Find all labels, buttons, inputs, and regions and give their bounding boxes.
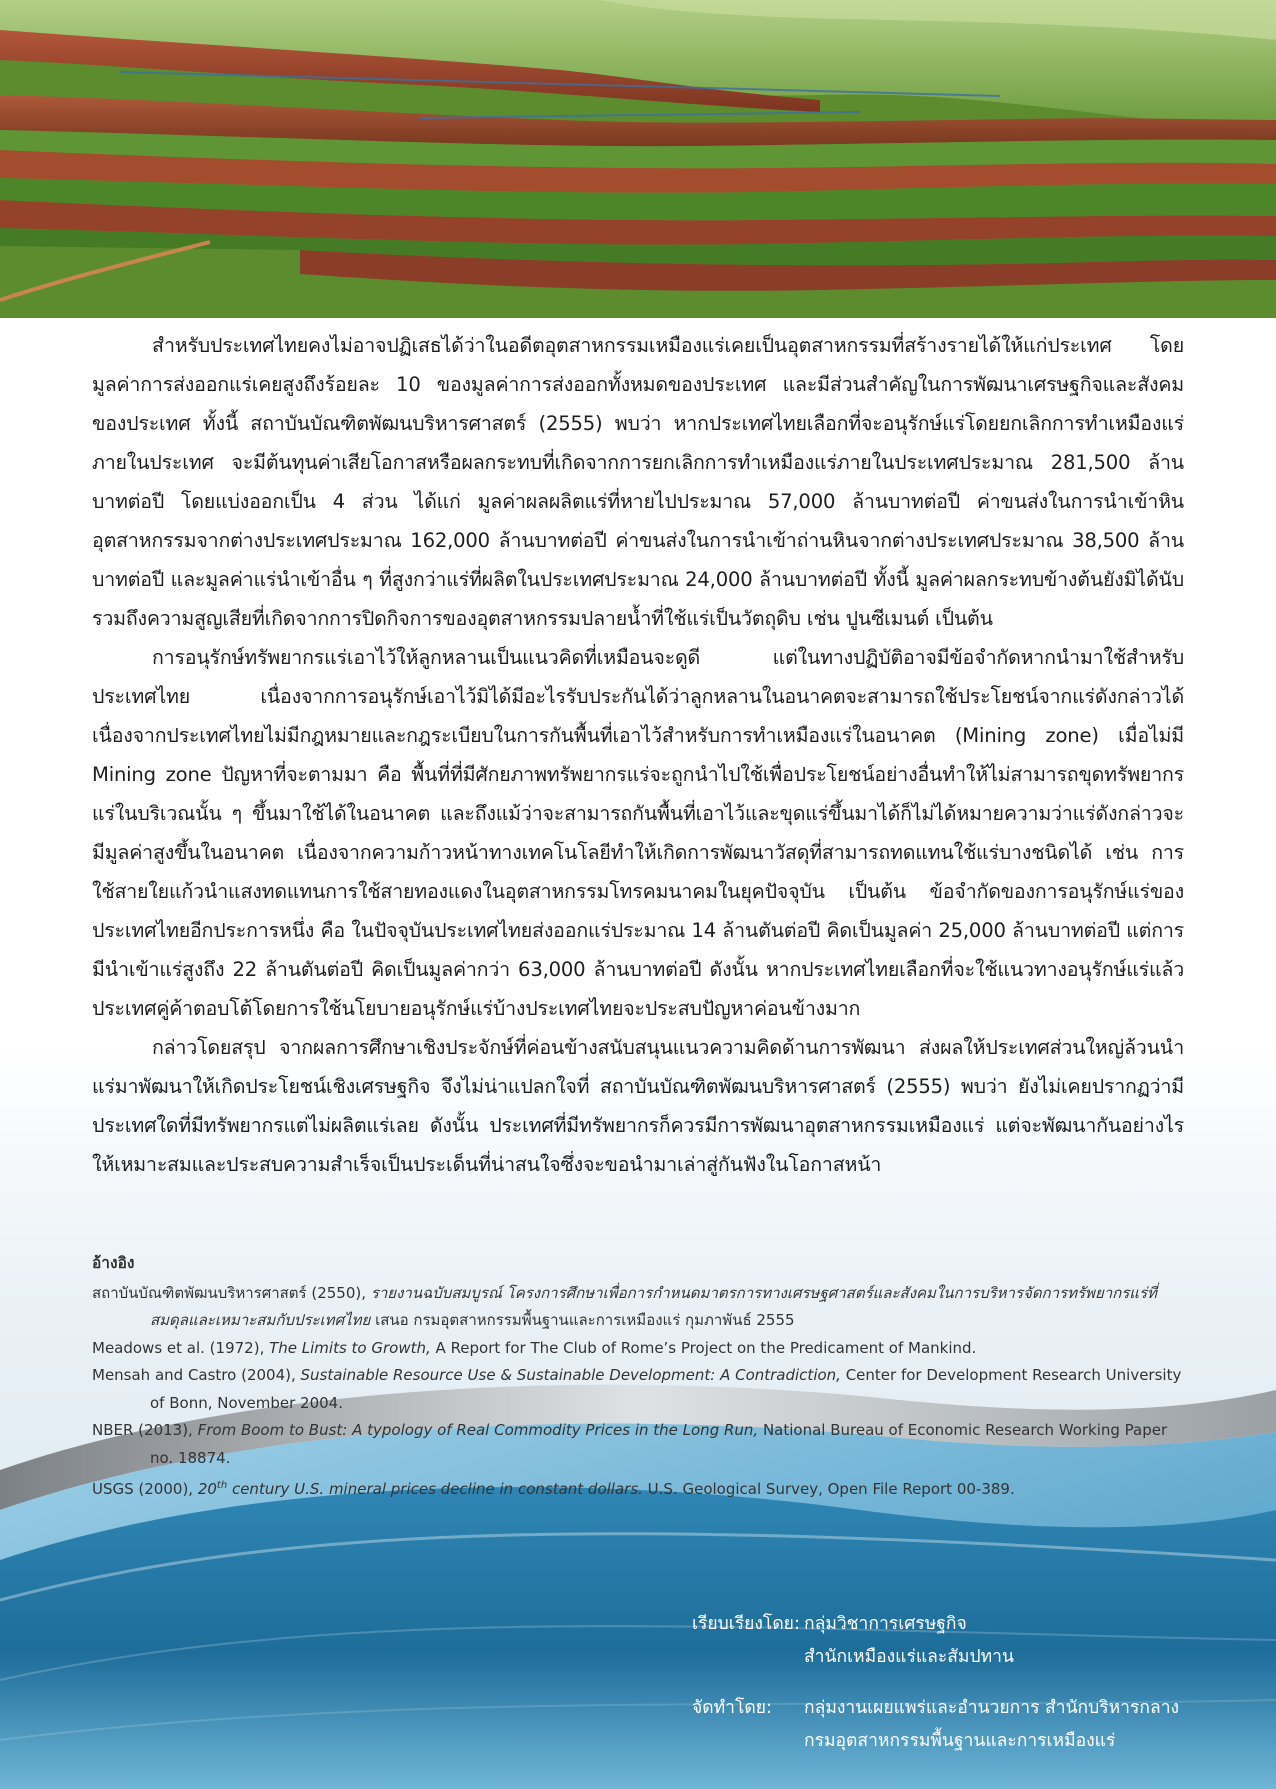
produced-by-row (692, 1692, 1252, 1758)
produced-by-value: กลุ่มงานเผยแพร่และอำนวยการ สำนักบริหารกลาง กรมอุตสาหกรรมพื้นฐานและการเหมืองแร่ (804, 1698, 1180, 1751)
article-body (92, 326, 1184, 1184)
references-heading: อ้างอิง (92, 1254, 135, 1272)
article-paragraph: สำหรับประเทศไทยคงไม่อาจปฏิเสธได้ว่าในอดีตอุตสาหกรรมเหมืองแร่เคยเป็นอุตสาหกรรมที่สร้างรายได้ให้แก่ประเทศ โดยมูลค่าการส่งออกแร่เคยสูงถึงร้อยละ 10 ของมูลค่าการส่งออกทั้งหมดของประเทศ และมีส่วนสำคัญในการพัฒนาเศรษฐกิจและสังคมของประเทศ ทั้งนี้ สถาบันบัณฑิตพัฒนบริหารศาสตร์ (2555) พบว่า หากประเทศไทยเลือกที่จะอนุรักษ์แร่โดยยกเลิกการทำเหมืองแร่ภายในประเทศ จะมีต้นทุนค่าเสียโอกาสหรือผลกระทบที่เกิดจากการยกเลิกการทำเหมืองแร่ภายในประเทศประมาณ 281,500 ล้านบาทต่อปี โดยแบ่งออกเป็น 4 ส่วน ได้แก่ มูลค่าผลผลิตแร่ที่หายไปประมาณ 57,000 ล้านบาทต่อปี ค่าขนส่งในการนำเข้าหินอุตสาหกรรมจากต่างประเทศประมาณ 162,000 ล้านบาทต่อปี ค่าขนส่งในการนำเข้าถ่านหินจากต่างประเทศประมาณ 38,500 ล้านบาทต่อปี และมูลค่าแร่นำเข้าอื่น ๆ ที่สูงกว่าแร่ที่ผลิตในประเทศประมาณ 24,000 ล้านบาทต่อปี ทั้งนี้ มูลค่าผลกระทบข้างต้นยังมิได้นับรวมถึงความสูญเสียที่เกิดจากการปิดกิจการของอุตสาหกรรมปลายน้ำที่ใช้แร่เป็นวัตถุดิบ เช่น ปูนซีเมนต์ เป็นต้น (92, 334, 1184, 630)
reference-item: USGS (2000), 20th century U.S. mineral prices decline in constant dollars. U.S. Geological Survey, Open File Report 00-389. (92, 1480, 1015, 1498)
reference-item: NBER (2013), From Boom to Bust: A typology of Real Commodity Prices in the Long Run, National Bureau of Economic Research Working Paper no. 18874. (92, 1421, 1168, 1467)
article-paragraph: กล่าวโดยสรุป จากผลการศึกษาเชิงประจักษ์ที่ค่อนข้างสนับสนุนแนวความคิดด้านการพัฒนา ส่งผลให้ประเทศส่วนใหญ่ล้วนนำแร่มาพัฒนาให้เกิดประโยชน์เชิงเศรษฐกิจ จึงไม่น่าแปลกใจที่ สถาบันบัณฑิตพัฒนบริหารศาสตร์ (2555) พบว่า ยังไม่เคยปรากฏว่ามีประเทศใดที่มีทรัพยากรแต่ไม่ผลิตแร่เลย ดังนั้น ประเทศที่มีทรัพยากรก็ควรมีการพัฒนาอุตสาหกรรมเหมืองแร่ แต่จะพัฒนากันอย่างไรให้เหมาะสมและประสบความสำเร็จเป็นประเด็นที่น่าสนใจซึ่งจะขอนำมาเล่าสู่กันฟังในโอกาสหน้า (92, 1036, 1184, 1176)
prepared-by-label: เรียบเรียงโดย: (692, 1614, 800, 1634)
hero-image (0, 0, 1276, 318)
produced-by-label: จัดทำโดย: (692, 1698, 772, 1718)
reference-item: สถาบันบัณฑิตพัฒนบริหารศาสตร์ (2550), รายงานฉบับสมบูรณ์ โครงการศึกษาเพื่อการกำหนดมาตรการทางเศรษฐศาสตร์และสังคมในการบริหารจัดการทรัพยากรแร่ที่สมดุลและเหมาะสมกับประเทศไทย เสนอ กรมอุตสาหกรรมพื้นฐานและการเหมืองแร่ กุมภาพันธ์ 2555 (92, 1283, 1157, 1329)
prepared-by-value: กลุ่มวิชาการเศรษฐกิจ สำนักเหมืองแร่และสัมปทาน (804, 1614, 1014, 1667)
article-paragraph: การอนุรักษ์ทรัพยากรแร่เอาไว้ให้ลูกหลานเป็นแนวคิดที่เหมือนจะดูดี แต่ในทางปฏิบัติอาจมีข้อจำกัดหากนำมาใช้สำหรับประเทศไทย เนื่องจากการอนุรักษ์เอาไว้มิได้มีอะไรรับประกันได้ว่าลูกหลานในอนาคตจะสามารถใช้ประโยชน์จากแร่ดังกล่าวได้ เนื่องจากประเทศไทยไม่มีกฎหมายและกฎระเบียบในการกันพื้นที่เอาไว้สำหรับการทำเหมืองแร่ในอนาคต (Mining zone) เมื่อไม่มี Mining zone ปัญหาที่จะตามมา คือ พื้นที่ที่มีศักยภาพทรัพยากรแร่จะถูกนำไปใช้เพื่อประโยชน์อย่างอื่นทำให้ไม่สามารถขุดทรัพยากรแร่ในบริเวณนั้น ๆ ขึ้นมาใช้ได้ในอนาคต และถึงแม้ว่าจะสามารถกันพื้นที่เอาไว้และขุดแร่ขึ้นมาได้ก็ไม่ได้หมายความว่าแร่ดังกล่าวจะมีมูลค่าสูงขึ้นในอนาคต เนื่องจากความก้าวหน้าทางเทคโนโลยีทำให้เกิดการพัฒนาวัสดุที่สามารถทดแทนใช้แร่บางชนิดได้ เช่น การใช้สายใยแก้วนำแสงทดแทนการใช้สายทองแดงในอุตสาหกรรมโทรคมนาคมในยุคปัจจุบัน เป็นต้น ข้อจำกัดของการอนุรักษ์แร่ของประเทศไทยอีกประการหนึ่ง คือ ในปัจจุบันประเทศไทยส่งออกแร่ประมาณ 14 ล้านตันต่อปี คิดเป็นมูลค่า 25,000 ล้านบาทต่อปี แต่การมีนำเข้าแร่สูงถึง 22 ล้านตันต่อปี คิดเป็นมูลค่ากว่า 63,000 ล้านบาทต่อปี ดังนั้น หากประเทศไทยเลือกที่จะใช้แนวทางอนุรักษ์แร่แล้วประเทศคู่ค้าตอบโต้โดยการใช้นโยบายอนุรักษ์แร่บ้างประเทศไทยจะประสบปัญหาค่อนข้างมาก (92, 646, 1184, 1020)
reference-item: Mensah and Castro (2004), Sustainable Resource Use & Sustainable Development: A Contradiction, Center for Development Research University of Bonn, November 2004. (92, 1366, 1182, 1412)
credits-block (692, 1608, 1252, 1758)
reference-item: Meadows et al. (1972), The Limits to Growth, A Report for The Club of Rome’s Project on the Predicament of Mankind. (92, 1338, 977, 1357)
references-section (92, 1250, 1184, 1504)
mine-landscape-illustration (0, 0, 1276, 318)
prepared-by-row (692, 1608, 1252, 1674)
